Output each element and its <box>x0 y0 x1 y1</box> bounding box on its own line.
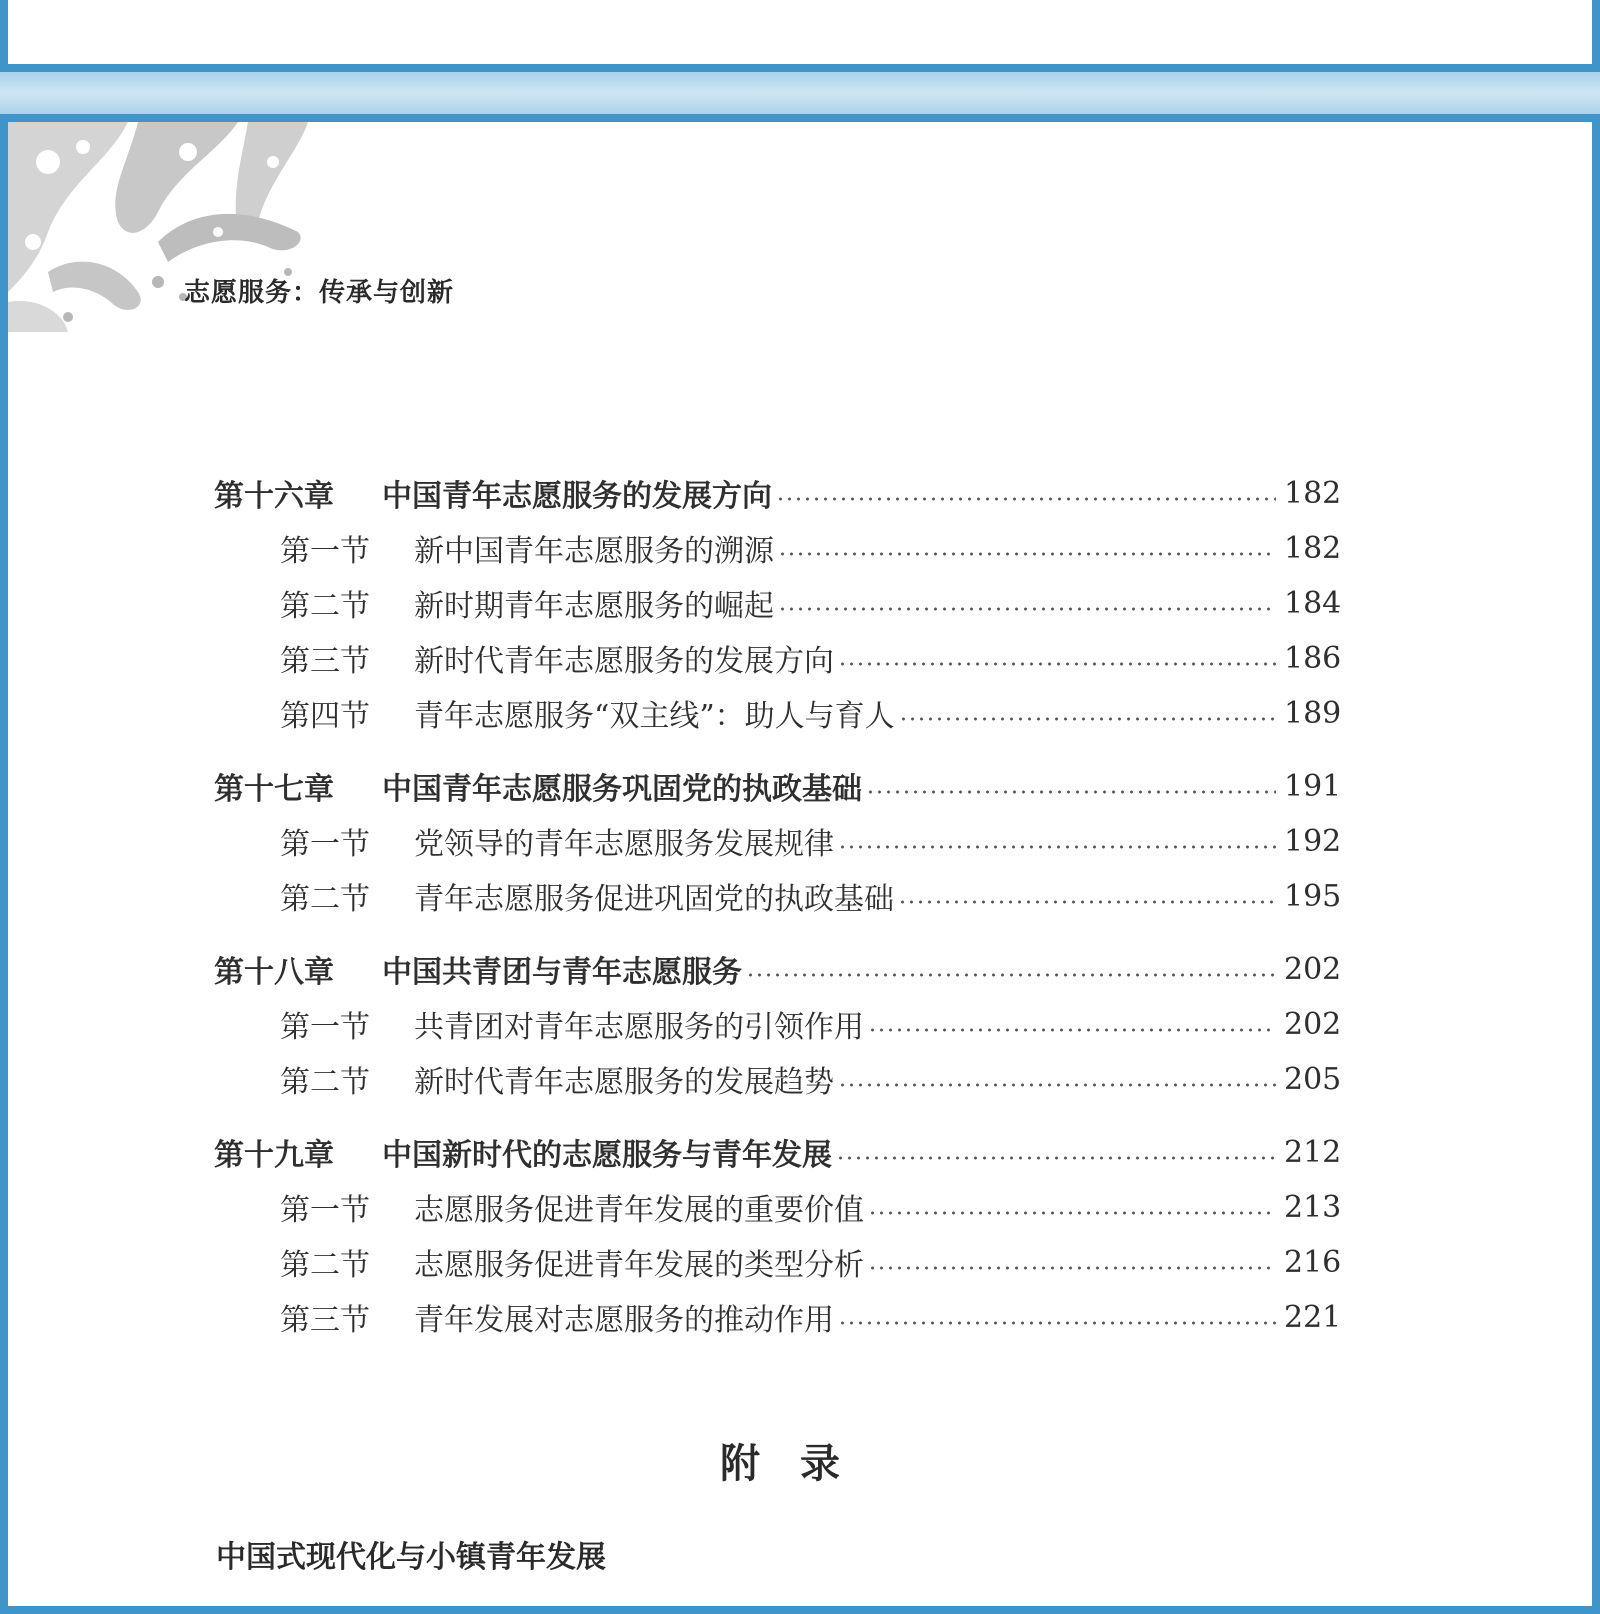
dot-leader <box>778 607 1276 611</box>
appendix-item: 中国式现代化与小镇青年发展 <box>216 1540 606 1575</box>
chapter-number: 第十七章 <box>214 772 334 807</box>
toc-section-row <box>280 873 1340 919</box>
section-title: 志愿服务促进青年发展的重要价值 <box>414 1193 864 1228</box>
section-number: 第三节 <box>280 644 370 679</box>
dot-leader <box>838 662 1276 666</box>
page-number: 182 <box>1284 530 1342 566</box>
chapter-title: 中国新时代的志愿服务与青年发展 <box>382 1138 832 1173</box>
toc-chapter-row <box>214 763 1340 809</box>
toc-section-row <box>280 690 1340 736</box>
page-number: 205 <box>1284 1061 1342 1097</box>
section-title: 新时期青年志愿服务的崛起 <box>414 589 774 624</box>
page-number: 213 <box>1284 1189 1342 1225</box>
dot-leader <box>776 497 1276 501</box>
toc-section-row <box>280 580 1340 626</box>
section-title: 共青团对青年志愿服务的引领作用 <box>414 1010 864 1045</box>
section-number: 第二节 <box>280 1248 370 1283</box>
toc-section-row <box>280 818 1340 864</box>
page-number: 186 <box>1284 640 1342 676</box>
page-divider-band <box>0 72 1600 114</box>
previous-page-frame <box>0 0 1600 72</box>
page-number: 192 <box>1284 823 1342 859</box>
toc-section-row <box>280 1001 1340 1047</box>
page-number: 191 <box>1284 768 1342 804</box>
toc-section-row <box>280 1294 1340 1340</box>
section-title: 青年志愿服务“双主线”：助人与育人 <box>414 699 895 734</box>
dot-leader <box>778 552 1276 556</box>
page-number: 212 <box>1284 1134 1342 1170</box>
chapter-number: 第十九章 <box>214 1138 334 1173</box>
dot-leader <box>746 973 1276 977</box>
section-number: 第一节 <box>280 827 370 862</box>
dot-leader <box>838 1083 1276 1087</box>
page-number: 216 <box>1284 1244 1342 1280</box>
section-number: 第二节 <box>280 882 370 917</box>
toc-section-row <box>280 525 1340 571</box>
section-title: 青年志愿服务促进巩固党的执政基础 <box>414 882 894 917</box>
dot-leader <box>836 1156 1276 1160</box>
page-number: 189 <box>1284 695 1342 731</box>
page-number: 184 <box>1284 585 1342 621</box>
section-title: 新时代青年志愿服务的发展趋势 <box>414 1065 834 1100</box>
appendix-heading: 附 录 <box>720 1441 840 1487</box>
toc-chapter-row <box>214 470 1340 516</box>
section-title: 新中国青年志愿服务的溯源 <box>414 534 774 569</box>
chapter-number: 第十六章 <box>214 479 334 514</box>
dot-leader <box>868 1266 1276 1270</box>
page-number: 202 <box>1284 951 1342 987</box>
section-title: 新时代青年志愿服务的发展方向 <box>414 644 834 679</box>
toc-section-row <box>280 635 1340 681</box>
section-title: 青年发展对志愿服务的推动作用 <box>414 1303 834 1338</box>
section-number: 第二节 <box>280 1065 370 1100</box>
dot-leader <box>838 1321 1276 1325</box>
section-title: 志愿服务促进青年发展的类型分析 <box>414 1248 864 1283</box>
toc-chapter-row <box>214 1129 1340 1175</box>
dot-leader <box>868 1028 1276 1032</box>
chapter-title: 中国青年志愿服务巩固党的执政基础 <box>382 772 862 807</box>
chapter-title: 中国共青团与青年志愿服务 <box>382 955 742 990</box>
running-header: 志愿服务：传承与创新 <box>184 278 455 308</box>
chapter-number: 第十八章 <box>214 955 334 990</box>
section-number: 第三节 <box>280 1303 370 1338</box>
toc-section-row <box>280 1184 1340 1230</box>
section-number: 第四节 <box>280 699 370 734</box>
section-number: 第一节 <box>280 1193 370 1228</box>
dot-leader <box>838 845 1276 849</box>
dot-leader <box>868 1211 1276 1215</box>
chapter-title: 中国青年志愿服务的发展方向 <box>382 479 772 514</box>
toc-section-row <box>280 1239 1340 1285</box>
page-number: 202 <box>1284 1006 1342 1042</box>
page-frame <box>0 114 1600 1614</box>
section-number: 第一节 <box>280 534 370 569</box>
dot-leader <box>898 900 1276 904</box>
section-number: 第一节 <box>280 1010 370 1045</box>
toc-chapter-row <box>214 946 1340 992</box>
page-number: 195 <box>1284 878 1342 914</box>
page-number: 182 <box>1284 475 1342 511</box>
section-title: 党领导的青年志愿服务发展规律 <box>414 827 834 862</box>
page-number: 221 <box>1284 1299 1342 1335</box>
dot-leader <box>866 790 1276 794</box>
dot-leader <box>899 717 1276 721</box>
toc-section-row <box>280 1056 1340 1102</box>
section-number: 第二节 <box>280 589 370 624</box>
